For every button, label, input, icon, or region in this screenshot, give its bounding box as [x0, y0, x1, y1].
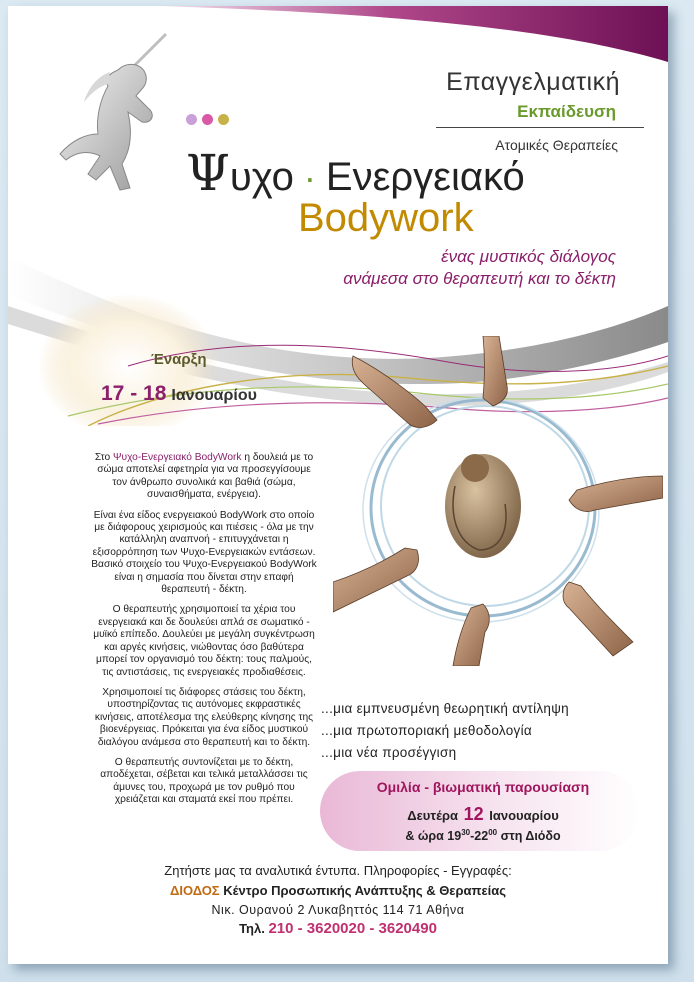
dot-lilac [186, 114, 197, 125]
talk-title: Ομιλία - βιωματική παρουσίαση [376, 779, 590, 795]
description-paragraph-5: Ο θεραπευτής συντονίζεται με το δέκτη, αποδέχεται, σέβεται και τελικά μεταλλάσσει τις άμυνες του, προχωρά με τον ρυθμό που χρειάζεται και σταματά εκεί που πρέπει. [100, 756, 308, 806]
description-paragraph-3: Ο θεραπευτής χρησιμοποιεί τα χέρια του ενεργειακά και δε δουλεύει απλά σε σωματικό - μυϊκό επίπεδο. Δουλεύει με μεγάλη συγκέντρωση και αργές κινήσεις, νιώθοντας όσο βαθύτερα μπορεί τον οργανισμό του δέκτη: τους παλμούς, τις αντιστάσεις, τις ενεργειακές προδιαθέσεις. [93, 604, 315, 678]
footer-brand: ΔΙΟΔΟΣ [169, 883, 220, 898]
kicker-individual-therapies: Ατομικές Θεραπείες [495, 137, 618, 153]
poster [8, 6, 668, 964]
footer-phone [8, 920, 668, 937]
highlight-item-3: ...μια νέα προσέγγιση [321, 745, 457, 760]
kicker-education: Εκπαίδευση [517, 102, 616, 121]
tagline-line1: ένας μυστικός διάλογος [441, 247, 616, 266]
footer-address: Νικ. Ουρανού 2 Λυκαβηττός 114 71 Αθήνα [211, 903, 465, 917]
title-part2: Ενεργειακό [325, 155, 525, 199]
title-part1: υχο [229, 155, 294, 199]
talk-date [358, 804, 608, 825]
tagline [343, 246, 616, 290]
start-date [101, 382, 257, 406]
start-month: Ιανουαρίου [171, 387, 257, 404]
highlight-method-name: Ψυχο-Ενεργειακό BodyWork [113, 452, 242, 463]
talk-day-number: 12 [463, 804, 484, 824]
unicorn-illustration [48, 30, 198, 200]
talk-time: & ώρα $19^{30}-22^{00}$ στη Διόδο [405, 828, 561, 844]
description-paragraph-4: Χρησιμοποιεί τις διάφορες στάσεις του δέκτη, υποστηρίζοντας τις αυτόνομες εκφραστικές κινήσεις, αποτέλεσμα της ελεύθερης κίνησης της βιοενέργειας. Πρόκειται για ένα είδος μυστικού διαλόγου ανάμεσα στο θεραπευτή και το δέκτη. [94, 686, 314, 748]
description-paragraph-2: Είναι ένα είδος ενεργειακού BodyWork στο οποίο με διάφορους χειρισμούς και πιέσεις - όλα με την κατάλληλη αναπνοή - επιτυγχάνεται η εξισορρόπηση των Ψυχο-Ενεργειακών εντάσεων. Βασικό στοιχείο του Ψυχο-Ενεργειακού BodyWork είναι η σημασία που δίνεται στην επαφή θεραπευτή - δέκτη. [91, 509, 317, 596]
title-bodywork: Bodywork [298, 196, 474, 240]
hands-water-circle-photo [333, 336, 663, 666]
kicker-professional: Επαγγελματική [446, 68, 620, 96]
decorative-dots [186, 114, 229, 125]
highlight-item-2: ...μια πρωτοποριακή μεθοδολογία [321, 723, 532, 738]
highlights-list [321, 698, 569, 764]
talk-day-name: Δευτέρα [407, 808, 458, 823]
main-title [186, 144, 525, 202]
dot-olive [218, 114, 229, 125]
footer-request-line: Ζητήστε μας τα αναλυτικά έντυπα. Πληροφορίες - Εγγραφές: [164, 863, 512, 878]
title-separator: · [303, 157, 316, 198]
contact-footer [8, 863, 668, 937]
tagline-line2: ανάμεσα στο θεραπευτή και το δέκτη [343, 269, 616, 288]
highlight-item-1: ...μια εμπνευσμένη θεωρητική αντίληψη [321, 701, 569, 716]
footer-organization [8, 883, 668, 898]
start-label: Έναρξη [151, 351, 207, 368]
kicker-divider [436, 127, 644, 128]
footer-phone-label: Τηλ. [239, 921, 269, 936]
footer-org-name: Κέντρο Προσωπικής Ανάπτυξης & Θεραπείας [219, 883, 506, 898]
footer-phone-numbers: 210 - 3620020 - 3620490 [268, 920, 437, 937]
description-paragraph-1: Στο Ψυχο-Ενεργειακό BodyWork η δουλειά με το σώμα αποτελεί αφετηρία για να προσεγγίσουμε τον άνθρωπο συνολικά και βαθιά (σώμα, συναισθήματα, ενέργεια). [94, 452, 314, 501]
description-text [90, 452, 318, 815]
title-psi: Ψ [186, 144, 230, 202]
talk-month: Ιανουαρίου [489, 808, 559, 823]
dot-pink [202, 114, 213, 125]
start-days: 17 - 18 [101, 382, 167, 405]
